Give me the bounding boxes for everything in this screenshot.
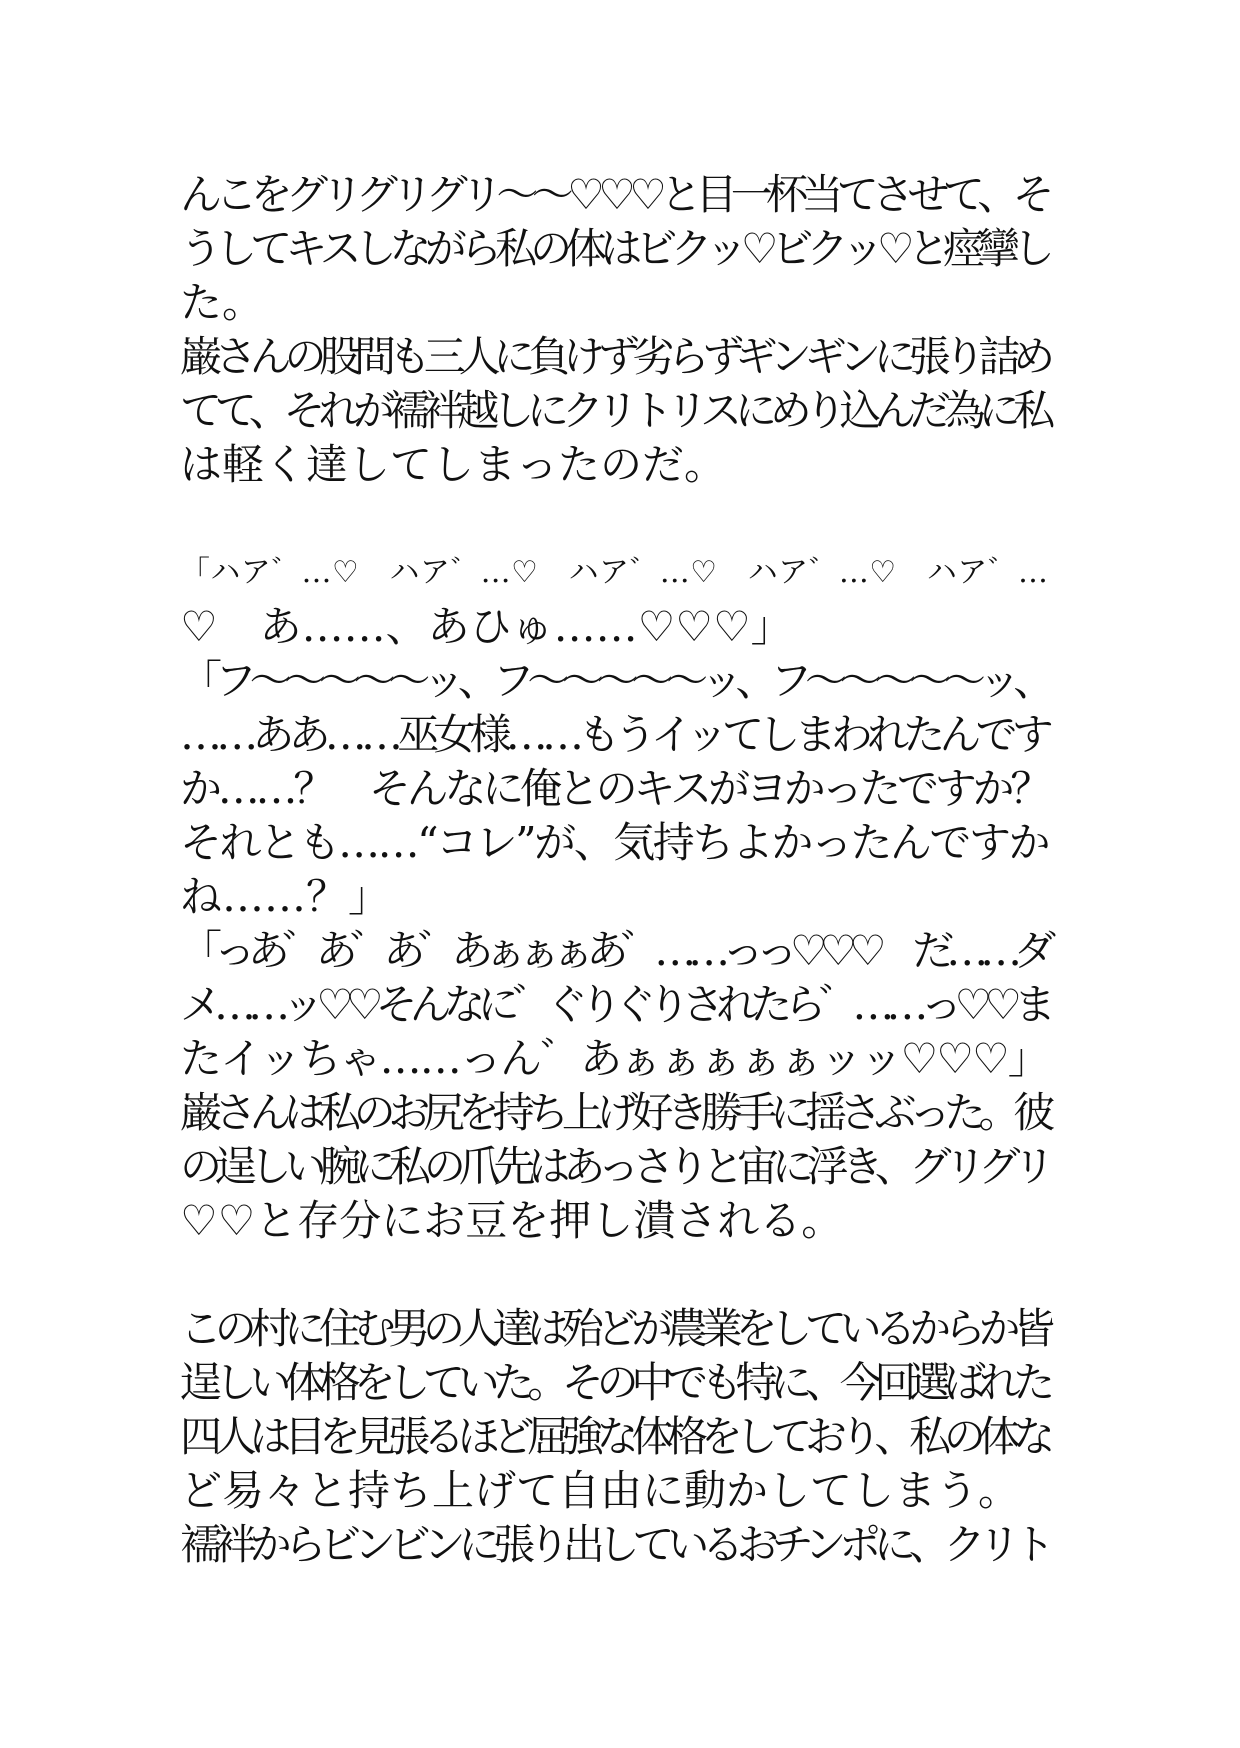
document-page — [180, 168, 1048, 1572]
dialogue-line: たイッちゃ……っん゛あぁぁぁぁぁッッ♡♡♡」 — [180, 1034, 1048, 1083]
dialogue-line: か……？ そんなに俺とのキスがヨかったですか？ — [180, 764, 1049, 813]
dialogue-line: 「っあ゛あ゛あ゛あぁぁぁあ゛……っっ♡♡♡ だ……ダ — [180, 926, 1048, 975]
blank-line — [180, 1248, 1048, 1302]
text-line: 襦袢からビンビンに張り出しているおチンポに、クリト — [180, 1520, 1048, 1569]
dialogue-line: それとも……“コレ”が、気持ちよかったんですか — [180, 818, 1048, 867]
text-line: んこをグリグリグリ〜〜♡♡♡と目一杯当てさせて、そ — [180, 170, 1048, 219]
dialogue-line: ……ああ……巫女様……もうイッてしまわれたんです — [180, 710, 1048, 759]
text-line: 四人は目を見張るほど屈強な体格をしており、私の体な — [180, 1412, 1049, 1461]
text-line: 巌さんは私のお尻を持ち上げ好き勝手に揺さぶった。彼 — [180, 1088, 1049, 1137]
text-line: は軽く達してしまったのだ。 — [180, 440, 727, 489]
text-line: うしてキスしながら私の体はビクッ♡ビクッ♡と痙攣し — [180, 224, 1048, 273]
text-line: ♡♡と存分にお豆を押し潰される。 — [180, 1196, 844, 1245]
dialogue-line: ね……？」 — [180, 872, 391, 921]
dialogue-line: 「ハア゛…♡ ハア゛…♡ ハア゛…♡ ハア゛…♡ ハア゛… — [180, 555, 1048, 590]
blank-line — [180, 492, 1048, 546]
dialogue-line: メ……ッ♡♡そんなに゛ぐりぐりされたら゛……っ♡♡ま — [180, 980, 1048, 1029]
text-line: ど易々と持ち上げて自由に動かしてしまう。 — [180, 1466, 1021, 1515]
dialogue-line: ♡ あ……、あひゅ……♡♡♡」 — [180, 602, 793, 651]
text-line: この村に住む男の人達は殆どが農業をしているからか皆 — [180, 1304, 1049, 1353]
text-line: た。 — [180, 278, 265, 327]
text-line: てて、それが襦袢越しにクリトリスにめり込んだ為に私 — [180, 386, 1049, 435]
text-line: 巌さんの股間も三人に負けず劣らずギンギンに張り詰め — [180, 332, 1048, 381]
dialogue-line: 「フ〜〜〜〜〜ッ、フ〜〜〜〜〜ッ、フ〜〜〜〜〜ッ、 — [180, 656, 1049, 705]
text-line: 逞しい体格をしていた。その中でも特に、今回選ばれた — [180, 1358, 1049, 1407]
text-line: の逞しい腕に私の爪先はあっさりと宙に浮き、グリグリ — [180, 1142, 1049, 1191]
